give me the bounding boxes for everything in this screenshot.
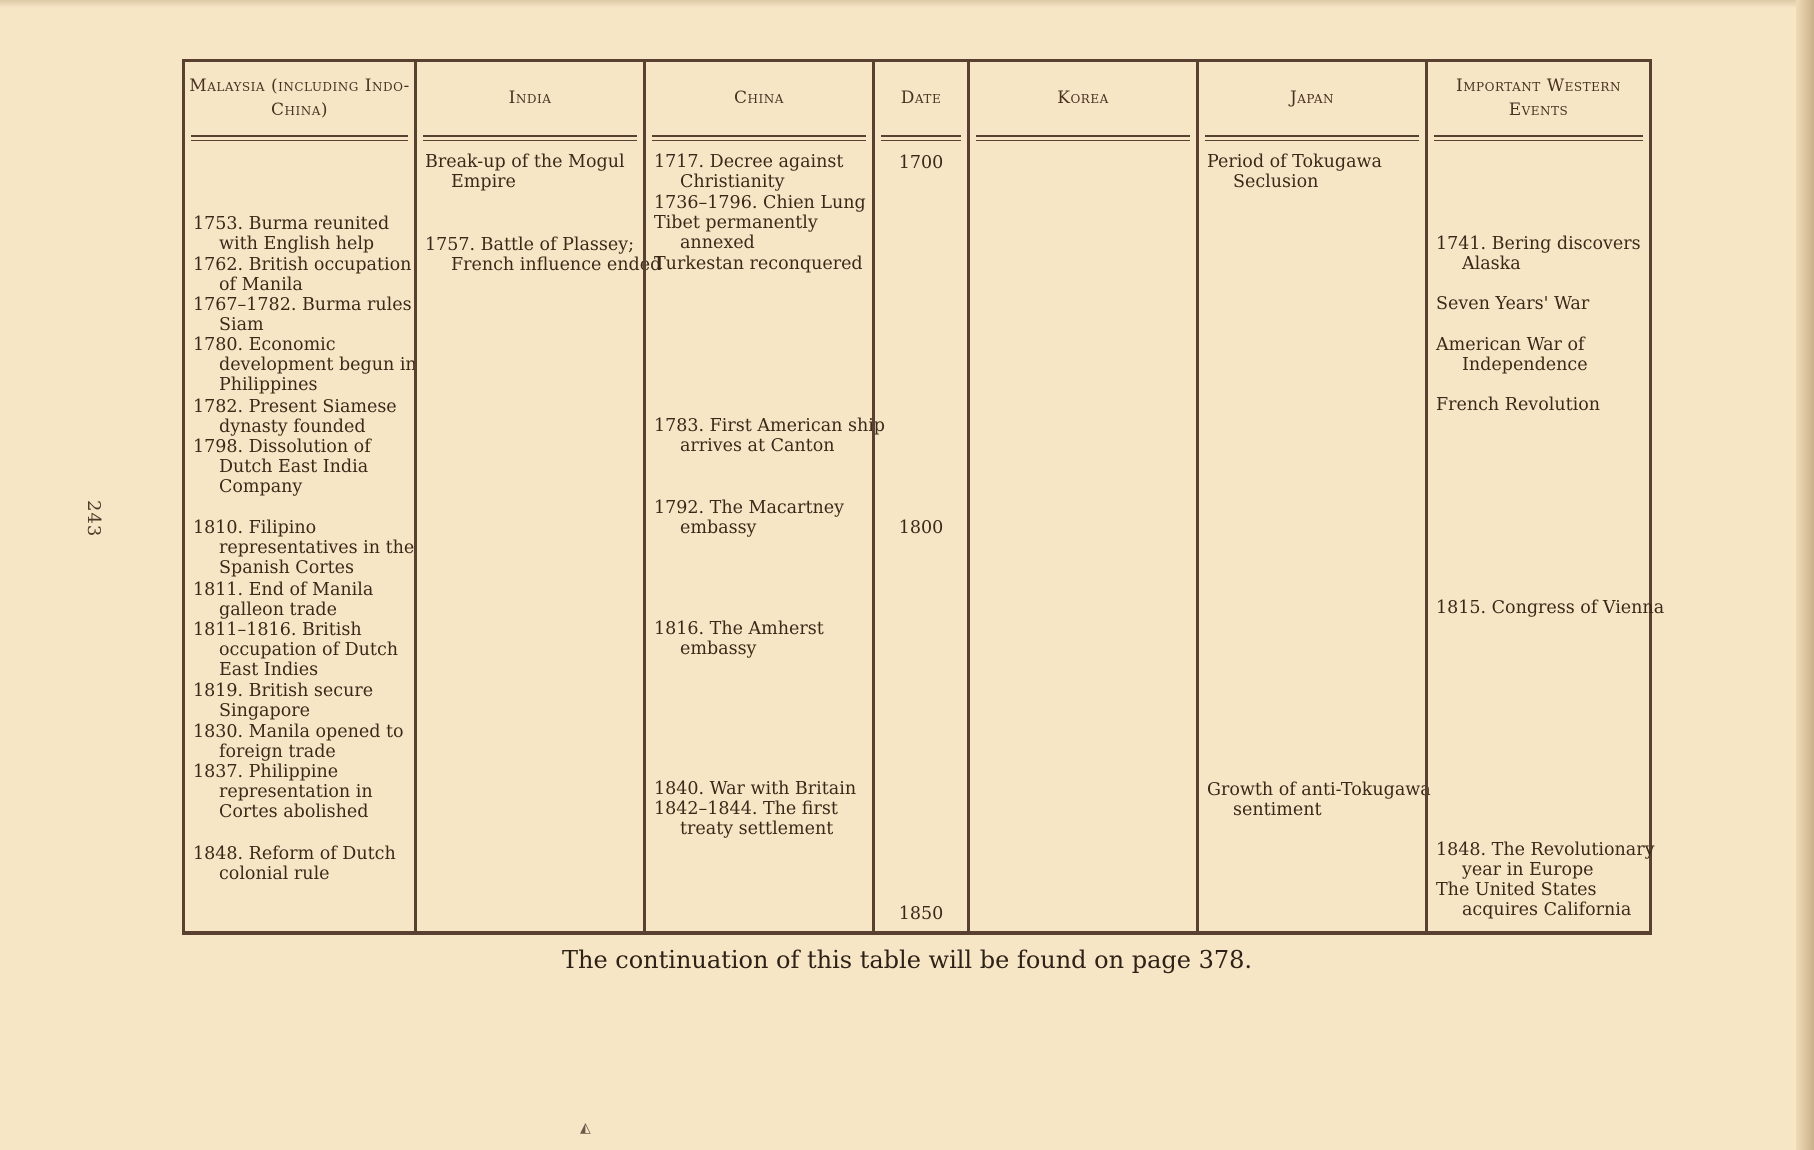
table-cell: 1792. The Macartney embassy — [654, 498, 845, 538]
table-cell: 1782. Present Siamese dynasty founded — [193, 397, 397, 437]
table-cell: 1819. British secure Singapore — [193, 681, 374, 721]
date-marker: 1800 — [898, 518, 944, 538]
table-cell: 1767–1782. Burma rules Siam — [193, 295, 412, 335]
table-cell: 1811–1816. British occupation of Dutch East Indies — [193, 620, 399, 680]
column-date — [872, 62, 967, 931]
header-china: China — [734, 88, 784, 108]
table-cell: 1816. The Amherst embassy — [654, 619, 824, 659]
table-cell: French Revolution — [1436, 395, 1601, 415]
western-entries — [1428, 62, 1665, 931]
table-cell: 1757. Battle of Plassey; French influence ended — [425, 235, 662, 275]
table-cell: The United States acquires California — [1436, 880, 1632, 920]
column-malaysia — [185, 62, 417, 931]
date-marker: 1850 — [898, 904, 944, 924]
table-cell: 1815. Congress of Vienna — [1436, 598, 1665, 618]
table-cell: 1830. Manila opened to foreign trade — [193, 722, 404, 762]
scan-right-edge — [1796, 0, 1814, 1150]
header-western-events: Important Western Events — [1456, 76, 1621, 120]
column-japan — [1196, 62, 1431, 931]
scan-top-edge — [0, 0, 1814, 8]
table-cell: American War of Independence — [1436, 335, 1588, 375]
table-cell: 1741. Bering discovers Alaska — [1436, 234, 1641, 274]
table-cell: 1736–1796. Chien Lung — [654, 193, 866, 213]
continuation-note: The continuation of this table will be found on page 378. — [561, 946, 1253, 974]
header-japan: Japan — [1289, 88, 1335, 108]
column-korea — [967, 62, 1196, 931]
malaysia-entries — [185, 62, 417, 931]
table-cell: 1783. First American ship arrives at Canton — [654, 416, 886, 456]
table-cell: 1840. War with Britain — [654, 779, 857, 799]
table-cell: 1848. Reform of Dutch colonial rule — [193, 844, 396, 884]
table-cell: Break-up of the Mogul Empire — [425, 152, 625, 192]
table-cell: 1810. Filipino representatives in the Spanish Cortes — [193, 518, 415, 578]
table-cell: 1848. The Revolutionary year in Europe — [1436, 840, 1655, 880]
table-cell: 1811. End of Manila galleon trade — [193, 580, 374, 620]
chronology-table — [182, 59, 1665, 935]
india-entries — [417, 62, 662, 931]
table-cell: 1842–1844. The first treaty settlement — [654, 799, 838, 839]
table-cell: 1780. Economic development begun in Philippines — [193, 335, 417, 395]
page-number: 243 — [83, 500, 104, 538]
table-cell: Period of Tokugawa Seclusion — [1207, 152, 1382, 192]
table-cell: Growth of anti-Tokugawa sentiment — [1207, 780, 1431, 820]
column-china — [643, 62, 886, 931]
china-entries — [646, 62, 886, 931]
header-malaysia: Malaysia (including Indo-China) — [189, 76, 410, 120]
table-cell: 1753. Burma reunited with English help — [193, 214, 390, 254]
table-cell: 1798. Dissolution of Dutch East India Company — [193, 437, 371, 497]
scan-mark: ◭ — [580, 1120, 591, 1136]
table-cell: Tibet permanently annexed — [654, 213, 818, 253]
table-cell: 1717. Decree against Christianity — [654, 152, 844, 192]
table-cell: 1837. Philippine representation in Cortes abolished — [193, 762, 373, 822]
japan-entries — [1199, 62, 1431, 931]
header-korea: Korea — [1057, 88, 1109, 108]
column-india — [414, 62, 662, 931]
table-cell: 1762. British occupation of Manila — [193, 255, 412, 295]
table-cell: Seven Years' War — [1436, 294, 1590, 314]
header-date: Date — [900, 88, 942, 108]
date-entries — [875, 62, 967, 931]
column-western-events — [1425, 62, 1665, 931]
table-cell: Turkestan reconquered — [654, 254, 863, 274]
date-marker: 1700 — [898, 153, 944, 173]
header-india: India — [508, 88, 552, 108]
header-rule — [976, 135, 1190, 141]
